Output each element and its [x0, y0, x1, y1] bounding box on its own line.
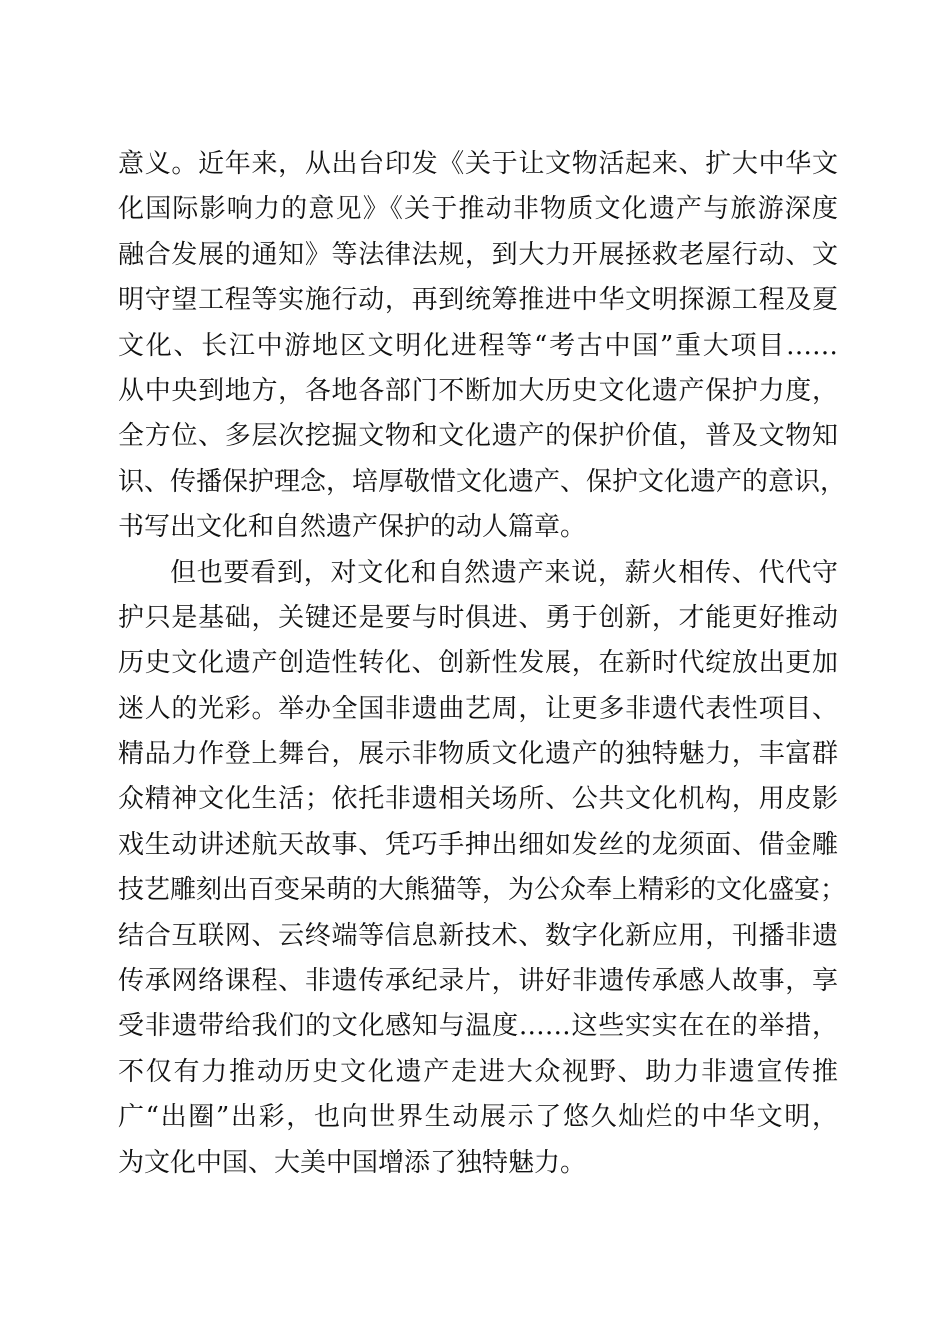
- paragraph-2: [118, 551, 847, 1186]
- body-text: [118, 142, 847, 1186]
- text-line: 融合发展的通知》等法律法规，到大力开展拯救老屋行动、文: [118, 239, 838, 270]
- text-line: 明守望工程等实施行动，再到统筹推进中华文明探源工程及夏: [118, 285, 838, 316]
- text-line: 结合互联网、云终端等信息新技术、数字化新应用，刊播非遗: [118, 920, 838, 951]
- text-line: 识、传播保护理念，培厚敬惜文化遗产、保护文化遗产的意识，: [118, 466, 847, 497]
- text-line: 戏生动讲述航天故事、凭巧手抻出细如发丝的龙须面、借金雕: [118, 829, 838, 860]
- text-line: 书写出文化和自然遗产保护的动人篇章。: [118, 512, 587, 543]
- text-line: 历史文化遗产创造性转化、创新性发展，在新时代绽放出更加: [118, 648, 838, 679]
- text-line: 护只是基础，关键还是要与时俱进、勇于创新，才能更好推动: [118, 602, 838, 633]
- text-line: 众精神文化生活；依托非遗相关场所、公共文化机构，用皮影: [118, 784, 838, 815]
- text-line: 传承网络课程、非遗传承纪录片，讲好非遗传承感人故事，享: [118, 966, 838, 997]
- text-line: 广“出圈”出彩，也向世界生动展示了悠久灿烂的中华文明，: [118, 1102, 838, 1133]
- text-line: 化国际影响力的意见》《关于推动非物质文化遗产与旅游深度: [118, 194, 838, 225]
- text-line: 意义。近年来，从出台印发《关于让文物活起来、扩大中华文: [118, 149, 838, 179]
- text-line: 精品力作登上舞台，展示非物质文化遗产的独特魅力，丰富群: [118, 739, 838, 770]
- text-line: 不仅有力推动历史文化遗产走进大众视野、助力非遗宣传推: [118, 1056, 838, 1087]
- text-line: 为文化中国、大美中国增添了独特魅力。: [118, 1147, 587, 1178]
- text-line: 全方位、多层次挖掘文物和文化遗产的保护价值，普及文物知: [118, 421, 838, 452]
- text-line: 技艺雕刻出百变呆萌的大熊猫等，为公众奉上精彩的文化盛宴；: [118, 875, 847, 906]
- text-line: 文化、长江中游地区文明化进程等“考古中国”重大项目……: [118, 330, 838, 361]
- text-line: 受非遗带给我们的文化感知与温度……这些实实在在的举措，: [118, 1011, 838, 1042]
- text-line: 迷人的光彩。举办全国非遗曲艺周，让更多非遗代表性项目、: [118, 693, 838, 724]
- paragraph-1: [118, 142, 847, 551]
- text-line: 但也要看到，对文化和自然遗产来说，薪火相传、代代守: [170, 557, 838, 588]
- text-line: 从中央到地方，各地各部门不断加大历史文化遗产保护力度，: [118, 375, 838, 406]
